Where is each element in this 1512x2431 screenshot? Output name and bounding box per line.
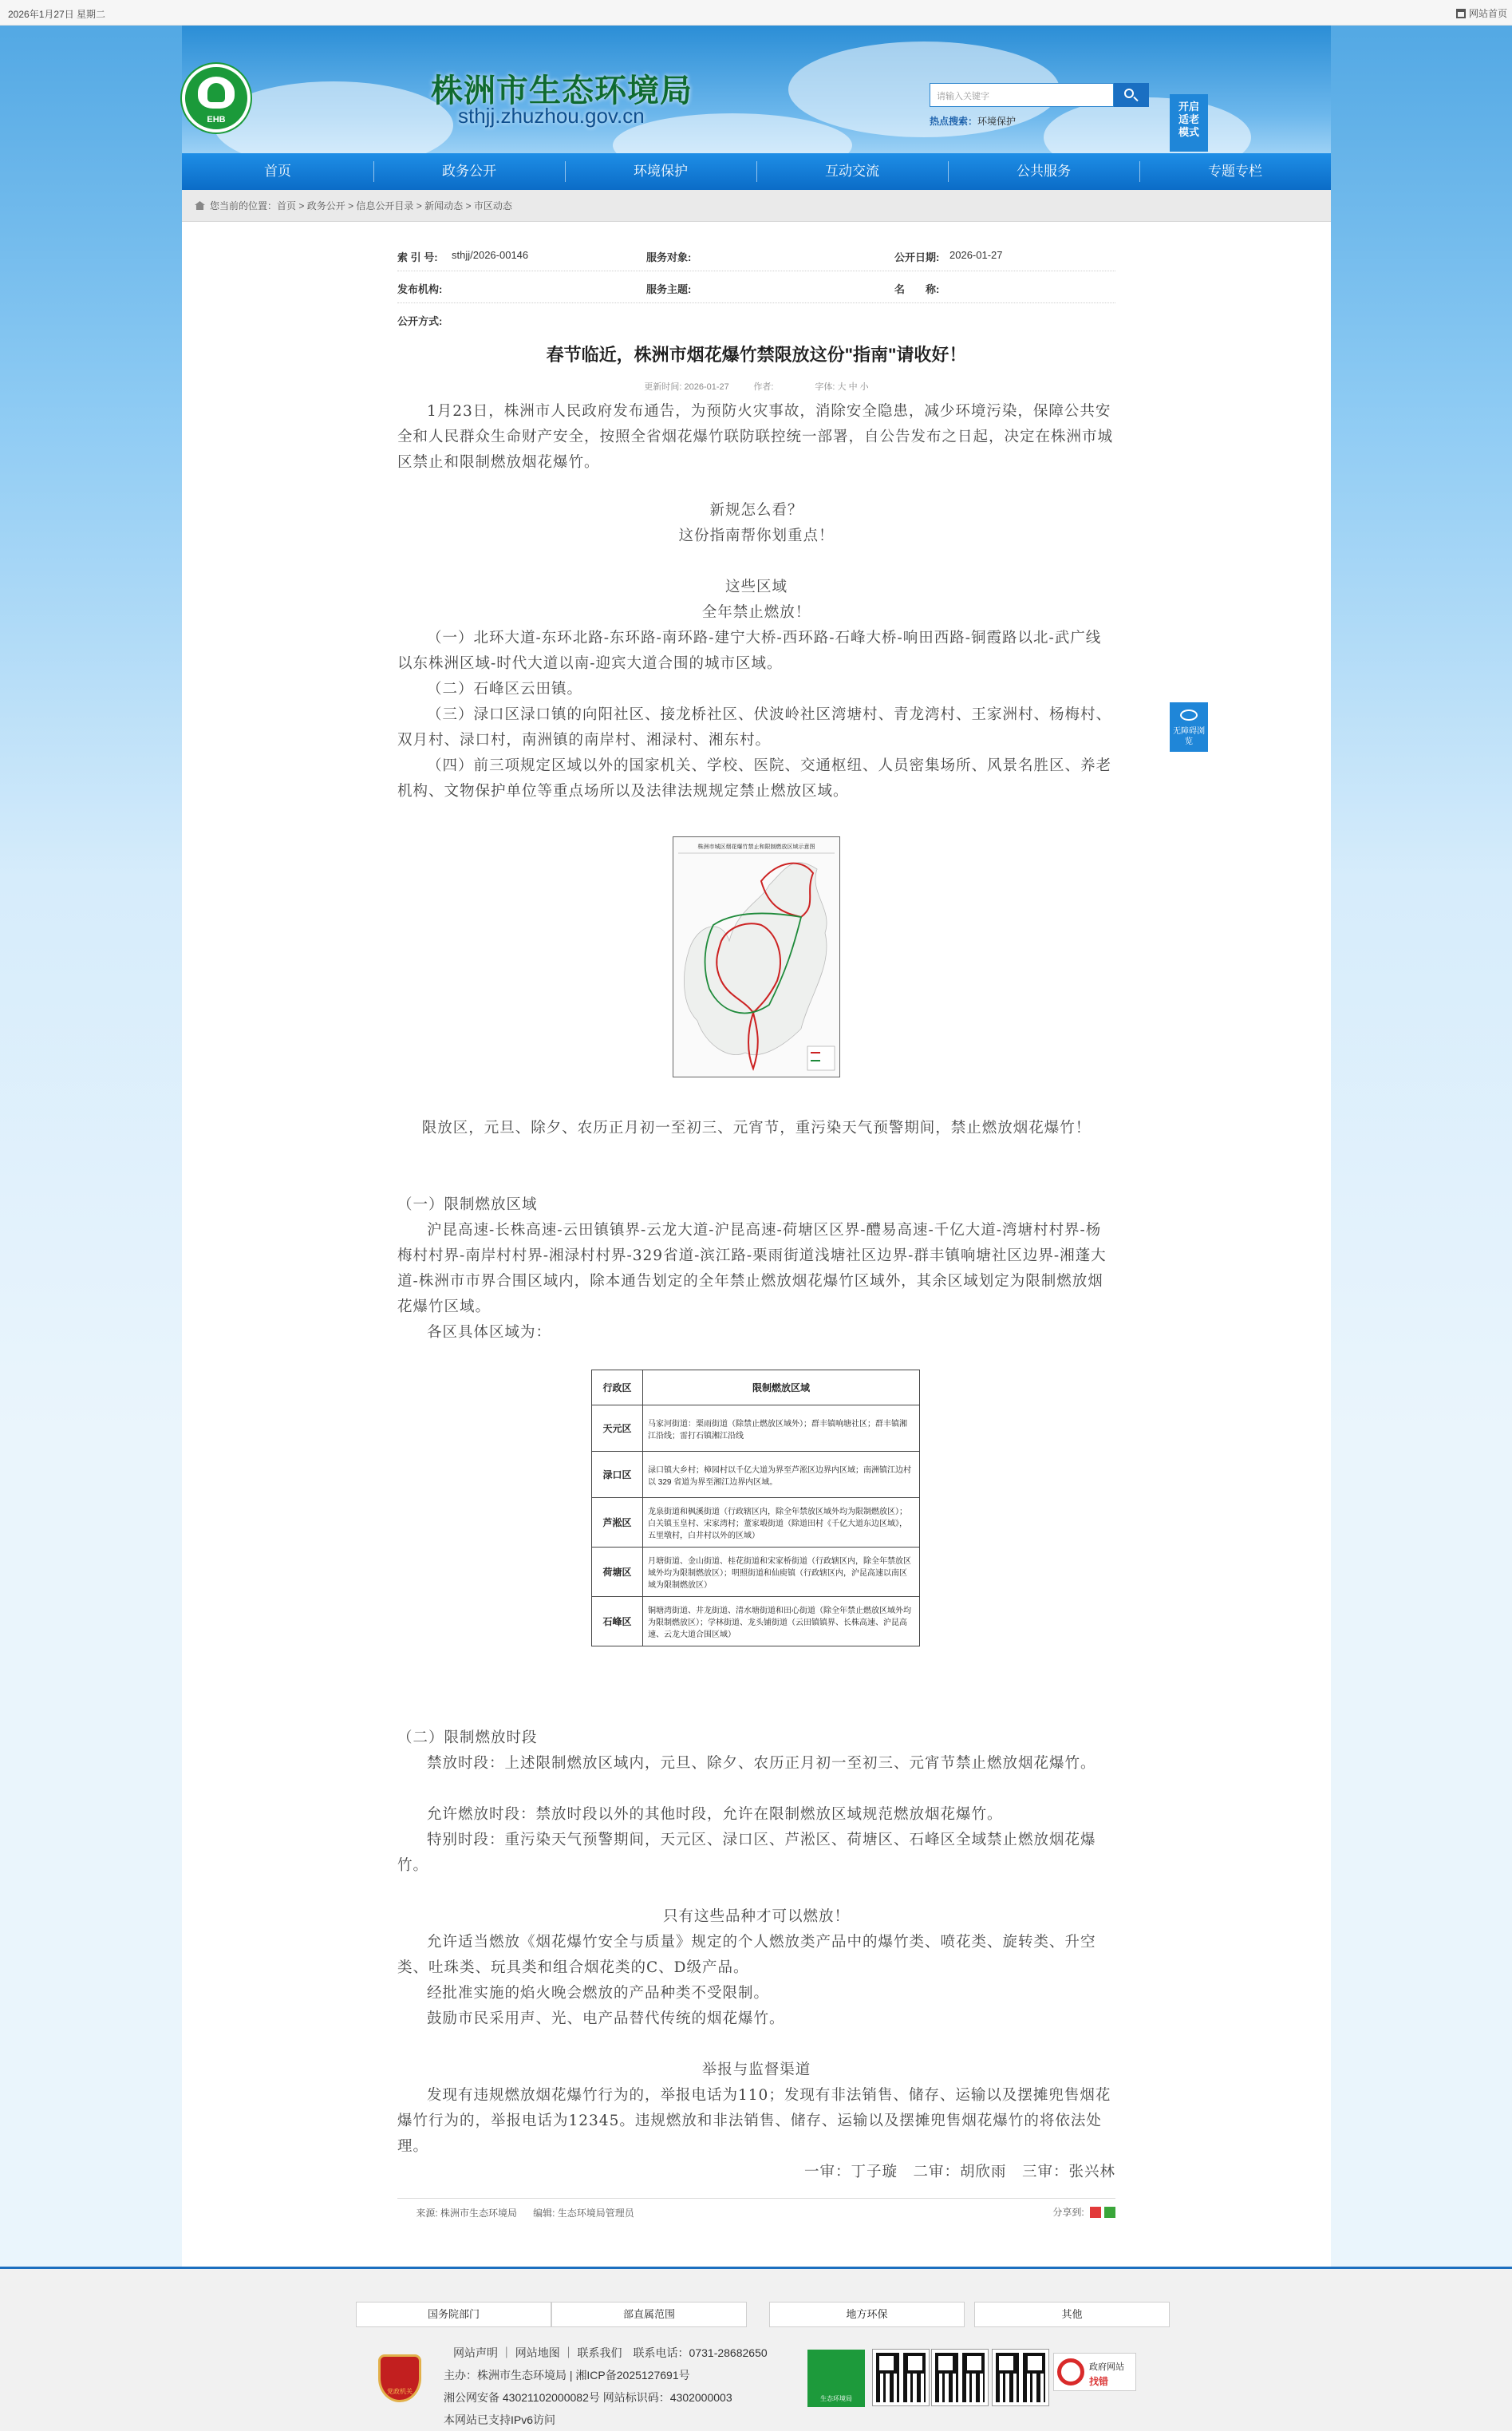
breadcrumb-item[interactable]: 新闻动态 — [424, 200, 464, 211]
home-icon — [195, 201, 205, 210]
logo-text: EHB — [207, 115, 226, 125]
site-header — [182, 26, 1331, 153]
district-cell: 石峰区 — [592, 1597, 643, 1646]
district-cell: 天元区 — [592, 1405, 643, 1452]
eye-icon — [1180, 710, 1198, 721]
article-footline — [397, 2198, 1115, 2222]
current-date: 2026年1月27日 星期二 — [8, 9, 106, 20]
article-title: 春节临近，株洲市烟花爆竹禁限放这份"指南"请收好！ — [546, 345, 967, 365]
table-row — [592, 1498, 920, 1548]
allowed-types-1: 允许适当燃放《烟花爆竹安全与质量》规定的个人燃放类产品中的爆竹类、喷花类、旋转类、升空类、吐珠类、玩具类和组合烟花类的C、D级产品。 — [397, 1934, 1096, 1976]
limit-area-detail: 各区具体区域为： — [427, 1324, 552, 1341]
district-cell: 渌口区 — [592, 1452, 643, 1498]
audience-label: 服务对象: — [646, 251, 692, 263]
elder-mode-button[interactable]: 开启适老模式 — [1170, 94, 1208, 152]
accessibility-button[interactable] — [1170, 702, 1208, 752]
nav-interaction[interactable]: 互动交流 — [825, 164, 879, 179]
leaf-icon — [198, 77, 235, 109]
editor-label: 编辑: — [533, 2208, 555, 2219]
index-value: sthjj/2026-00146 — [452, 249, 529, 261]
map-title: 株洲市城区烟花爆竹禁止和限制燃放区域示意图 — [697, 844, 815, 850]
accessibility-label: 无障碍浏览 — [1173, 727, 1205, 746]
hot-search-keyword[interactable]: 环境保护 — [977, 116, 1017, 127]
map-drawing — [673, 837, 839, 1077]
area-cell: 马家河街道：栗雨街道（除禁止燃放区域外）；群丰镇响塘社区；群丰镇湘江沿线；雷打石镇湘江沿线 — [643, 1405, 920, 1452]
name-label: 名 称: — [894, 283, 940, 295]
area-cell: 渌口镇大乡村；樟园村以千亿大道为界至芦淞区边界内区域；南洲镇江边村以 329 省道为界至湘江边界内区域。 — [643, 1452, 920, 1498]
breadcrumb-item[interactable]: 首页 — [277, 200, 297, 211]
date-label: 公开日期: — [894, 251, 940, 263]
heading-allowed-types: 只有这些品种才可以燃放！ — [662, 1908, 850, 1925]
breadcrumb-item[interactable]: 信息公开目录 — [356, 200, 414, 211]
heading-full-ban: 全年禁止燃放！ — [701, 604, 811, 621]
home-link[interactable] — [1456, 6, 1507, 20]
share-bar — [1052, 2205, 1115, 2219]
ban-area-4: （四）前三项规定区域以外的国家机关、学校、医院、交通枢纽、人员密集场所、风景名胜区、养老机构、文物保护单位等重点场所以及法律法规规定禁止燃放区域。 — [397, 757, 1112, 800]
limit-area-table — [591, 1370, 920, 1646]
heading-areas: 这些区域 — [724, 579, 788, 595]
special-period: 特别时段：重污染天气预警期间，天元区、渌口区、芦淞区、荷塘区、石峰区全域禁止燃放烟花爆竹。 — [397, 1832, 1096, 1874]
share-label: 分享到: — [1052, 2207, 1084, 2218]
nav-home[interactable]: 首页 — [264, 164, 291, 179]
breadcrumb — [182, 190, 1331, 222]
nav-public-service[interactable]: 公共服务 — [1017, 164, 1071, 179]
site-url: sthjj.zhuzhou.gov.cn — [458, 104, 645, 128]
area-cell: 铜塘湾街道、井龙街道、清水塘街道和田心街道（除全年禁止燃放区域外均为限制燃放区）；学林街道、龙头铺街道（云田镇镇界、长株高速、沪昆高速、云龙大道合围区域） — [643, 1597, 920, 1646]
nav-topics[interactable]: 专题专栏 — [1208, 164, 1262, 179]
breadcrumb-separator: > — [413, 200, 425, 211]
search-input[interactable]: 请输入关键字 — [930, 83, 1114, 107]
gov-error-report-badge[interactable] — [1053, 2353, 1136, 2391]
app-badge[interactable]: 生态环境局 — [807, 2350, 865, 2407]
report-channels: 发现有违规燃放烟花爆竹行为的，举报电话为110；发现有非法销售、储存、运输以及摆摊兜售烟花爆竹行为的，举报电话为12345。违规燃放和非法销售、储存、运输以及摆摊兜售烟花爆竹的将依法处理。 — [397, 2087, 1111, 2155]
qr-code — [993, 2350, 1048, 2405]
table-row — [592, 1405, 920, 1452]
footer-ipv6: 本网站已支持IPv6访问 — [444, 2413, 556, 2426]
home-link-label: 网站首页 — [1468, 8, 1507, 19]
allow-period: 允许燃放时段：禁放时段以外的其他时段，允许在限制燃放区域规范燃放烟花爆竹。 — [427, 1806, 1003, 1823]
font-size-label: 字体: — [815, 382, 835, 392]
qr-code — [932, 2350, 988, 2405]
breadcrumb-item[interactable]: 政务公开 — [306, 200, 345, 211]
table-row — [592, 1597, 920, 1646]
breadcrumb-item[interactable]: 市区动态 — [473, 200, 512, 211]
site-logo[interactable] — [182, 64, 251, 132]
footer-police: 湘公网安备 43021102000082号 网站标识码：4302000003 — [444, 2391, 732, 2404]
source-label: 来源: — [416, 2208, 438, 2219]
footer-host: 主办：株洲市生态环境局 | 湘ICP备2025127691号 — [444, 2369, 690, 2382]
heading-limit-time: （二）限制燃放时段 — [397, 1729, 538, 1746]
method-label: 公开方式: — [397, 315, 443, 327]
heading-new-rules: 新规怎么看？ — [709, 502, 803, 519]
breadcrumb-prefix: 您当前的位置： — [210, 200, 278, 211]
site-name: 株洲市生态环境局 — [431, 73, 693, 109]
table-row — [592, 1548, 920, 1597]
allowed-types-3: 鼓励市民采用声、光、电产品替代传统的烟花爆竹。 — [427, 2010, 785, 2027]
search-icon — [1124, 89, 1134, 98]
table-row — [592, 1452, 920, 1498]
intro-paragraph: 1月23日，株洲市人民政府发布通告，为预防火灾事故，消除安全隐患，减少环境污染，保障公共安全和人民群众生命财产安全，按照全省烟花爆竹联防联控统一部署，自公告发布之日起，决定在株洲市城区禁止和限制燃放烟花爆竹。 — [397, 403, 1114, 471]
gov-badge-title: 政府网站 — [1089, 2362, 1124, 2372]
footer-link-local[interactable]: 地方环保 — [769, 2302, 965, 2327]
nav-gov-affairs[interactable]: 政务公开 — [442, 164, 496, 179]
area-cell: 月塘街道、金山街道、桂花街道和宋家桥街道（行政辖区内，除全年禁放区域外均为限制燃放区）；明照街道和仙庾镇（行政辖区内，沪昆高速以南区域为限制燃放区） — [643, 1548, 920, 1597]
update-value: 2026-01-27 — [684, 382, 729, 392]
qr-code — [873, 2350, 929, 2405]
article-subinfo — [397, 380, 1115, 393]
ban-area-map — [673, 836, 840, 1077]
heading-report: 举报与监督渠道 — [701, 2061, 811, 2078]
table-header: 行政区 — [592, 1370, 643, 1405]
ban-area-3: （三）渌口区渌口镇的向阳社区、接龙桥社区、伏波岭社区湾塘村、青龙湾村、王家洲村、杨梅村、双月村、渌口村，南洲镇的南岸村、湘渌村、湘东村。 — [397, 706, 1112, 749]
ban-period-summary: 限放区，元旦、除夕、农历正月初一至初三、元宵节，重污染天气预警期间，禁止燃放烟花爆竹！ — [421, 1120, 1092, 1136]
footer-link-ministry[interactable]: 部直属范围 — [551, 2302, 747, 2327]
breadcrumb-separator: > — [296, 200, 307, 211]
footer-links[interactable]: 网站声明 ｜ 网站地图 ｜ 联系我们 联系电话：0731-28682650 — [453, 2346, 768, 2359]
author-label: 作者: — [753, 382, 774, 392]
limit-area-text: 沪昆高速-长株高速-云田镇镇界-云龙大道-沪昆高速-荷塘区区界-醴易高速-千亿大道-湾塘村村界-杨梅村村界-南岸村村界-湘渌村村界-329省道-滨江路-栗雨街道浅塘社区边界-群丰镇响塘社区边界-湘蓬大道-株洲市市界合围区域内，除本通告划定的全年禁止燃放烟花爆竹区域外，其余区域划定为限制燃放烟花爆竹区域。 — [397, 1222, 1107, 1315]
index-label: 索 引 号: — [397, 251, 438, 263]
ban-area-2: （二）石峰区云田镇。 — [427, 681, 583, 698]
hot-search — [930, 114, 1016, 128]
update-label: 更新时间: — [644, 382, 682, 392]
publisher-label: 发布机构: — [397, 283, 443, 295]
review-line: 一审：丁子璇 二审：胡欣雨 三审：张兴林 — [803, 2164, 1115, 2180]
allowed-types-2: 经批准实施的焰火晚会燃放的产品种类不受限制。 — [427, 1985, 770, 2002]
footer-link-state-council[interactable]: 国务院部门 — [356, 2302, 551, 2327]
table-header: 限制燃放区域 — [643, 1370, 920, 1405]
font-size-small[interactable]: 小 — [859, 382, 869, 392]
heading-limit-area: （一）限制燃放区域 — [397, 1196, 538, 1213]
party-gov-badge[interactable]: 党政机关 — [378, 2354, 421, 2402]
font-size-large[interactable]: 大 — [837, 382, 847, 392]
font-size-medium[interactable]: 中 — [848, 382, 858, 392]
hot-search-label: 热点搜索： — [930, 116, 978, 127]
wechat-share-icon[interactable] — [1104, 2207, 1115, 2218]
breadcrumb-separator: > — [463, 200, 474, 211]
heading-guide: 这份指南帮你划重点！ — [678, 528, 835, 544]
top-bar — [0, 0, 1512, 26]
footer-link-other[interactable]: 其他 — [974, 2302, 1170, 2327]
district-cell: 芦淞区 — [592, 1498, 643, 1548]
search-button[interactable] — [1114, 83, 1149, 107]
home-icon — [1456, 9, 1466, 18]
date-value: 2026-01-27 — [949, 249, 1003, 261]
topic-label: 服务主题: — [646, 283, 692, 295]
gov-seal-icon — [1057, 2358, 1084, 2386]
district-cell: 荷塘区 — [592, 1548, 643, 1597]
source-value: 株洲市生态环境局 — [440, 2208, 518, 2219]
ban-area-1: （一）北环大道-东环北路-东环路-南环路-建宁大桥-西环路-石峰大桥-响田西路-铜霞路以北-武广线以东株洲区域-时代大道以南-迎宾大道合围的城市区域。 — [397, 630, 1102, 672]
main-nav — [182, 153, 1331, 190]
editor-value: 生态环境局管理员 — [557, 2208, 634, 2219]
breadcrumb-separator: > — [345, 200, 357, 211]
gov-badge-subtitle: 找错 — [1089, 2376, 1109, 2387]
area-cell: 龙泉街道和枫溪街道（行政辖区内，除全年禁放区域外均为限制燃放区）；白关镇玉皇村、宋家湾村；董家塅街道（除道田村《千亿大道东边区域》，五里墩村，白井村以外的区域） — [643, 1498, 920, 1548]
ban-period: 禁放时段：上述限制燃放区域内，元旦、除夕、农历正月初一至初三、元宵节禁止燃放烟花爆竹。 — [427, 1755, 1096, 1772]
nav-environment[interactable]: 环境保护 — [634, 164, 688, 179]
weibo-share-icon[interactable] — [1090, 2207, 1101, 2218]
